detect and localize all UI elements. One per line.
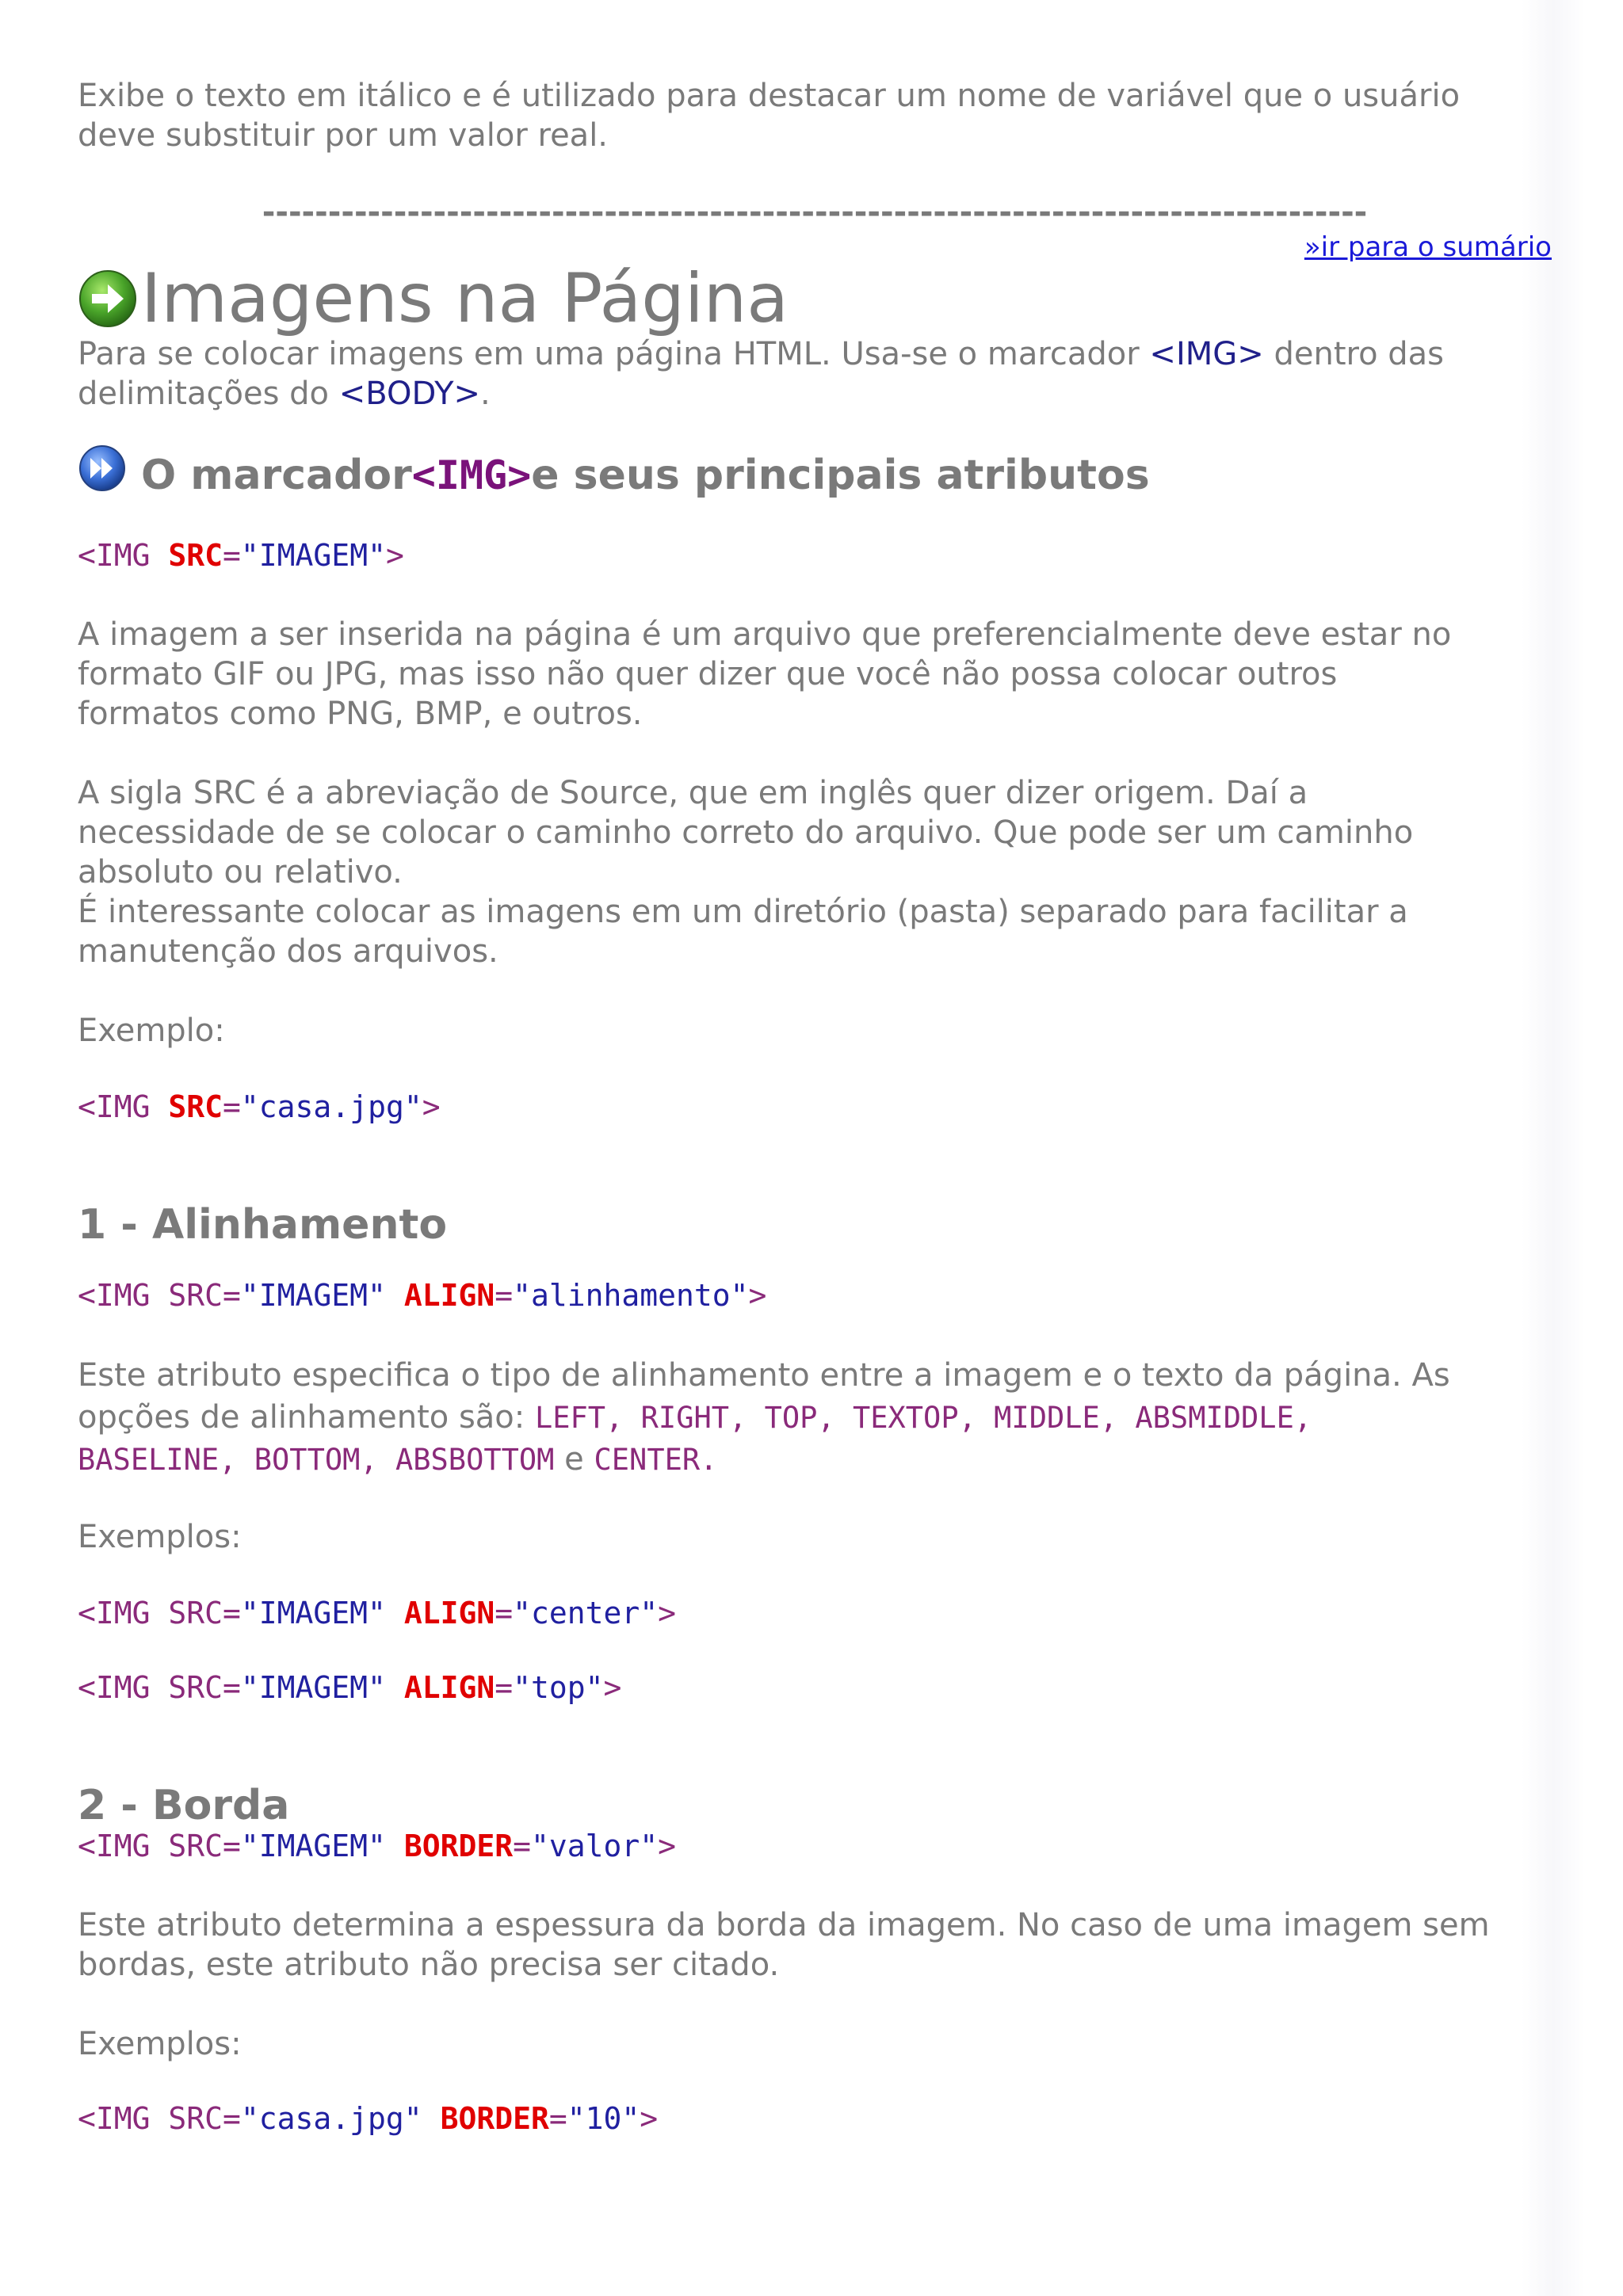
separator: ------------------------------------------------------------------------------------ xyxy=(262,196,1368,228)
code-border xyxy=(78,1826,1552,1866)
align-options-3: CENTER. xyxy=(594,1443,718,1477)
paragraph-line: formato GIF ou JPG, mas isso não quer dizer que você não possa colocar outros xyxy=(78,656,1338,692)
code-tag-open: <IMG SRC= xyxy=(78,1670,241,1705)
code-tag-close: > xyxy=(385,538,404,573)
code-eq: = xyxy=(223,1089,241,1124)
subsection-title-b: e seus principais atributos xyxy=(531,452,1150,499)
subsection-heading xyxy=(78,450,1552,501)
paragraph-line: absoluto ou relativo. xyxy=(78,854,403,891)
section-desc-text-1: Para se colocar imagens em uma página HTML. Usa-se o marcador xyxy=(78,336,1150,372)
code-align xyxy=(78,1276,1552,1315)
border-desc-line-1: Este atributo determina a espessura da borda da imagem. No caso de uma imagem sem xyxy=(78,1907,1490,1943)
fast-forward-circle-icon xyxy=(78,444,127,493)
code-eq: = xyxy=(223,538,241,573)
code-value: "casa.jpg" xyxy=(240,1089,422,1124)
body-tag-mention: <BODY> xyxy=(338,376,481,412)
align-options-and: e xyxy=(554,1441,594,1478)
code-eq: = xyxy=(495,1596,514,1630)
paragraph-src xyxy=(78,773,1552,971)
code-value: "10" xyxy=(567,2101,640,2136)
paragraph-line: A imagem a ser inserida na página é um arquivo que preferencialmente deve estar no xyxy=(78,616,1452,653)
code-attr: BORDER xyxy=(440,2101,549,2136)
code-eq: = xyxy=(495,1670,514,1705)
section-description xyxy=(78,334,1552,414)
align-desc-line-1: Este atributo especifica o tipo de alinhamento entre a imagem e o texto da página. As xyxy=(78,1357,1450,1394)
code-attr: ALIGN xyxy=(403,1278,495,1313)
code-value: "IMAGEM" xyxy=(240,538,386,573)
code-border-example-1 xyxy=(78,2099,1552,2138)
code-eq: = xyxy=(513,1829,531,1863)
example-label: Exemplo: xyxy=(78,1013,225,1049)
code-tag-open: <IMG SRC= xyxy=(78,1596,241,1630)
code-attr: ALIGN xyxy=(403,1670,495,1705)
section-desc-text-3: delimitações do xyxy=(78,376,339,412)
align-options-1: LEFT, RIGHT, TOP, TEXTOP, MIDDLE, ABSMIDDLE, xyxy=(534,1401,1312,1435)
code-basic xyxy=(78,536,1552,575)
summary-link-row xyxy=(78,231,1552,263)
code-tag-open: <IMG xyxy=(78,538,169,573)
subsection-title-a: O marcador xyxy=(141,452,412,499)
code-eq: = xyxy=(495,1278,514,1313)
paragraph-line: necessidade de se colocar o caminho correto do arquivo. Que pode ser um caminho xyxy=(78,814,1414,851)
code-space xyxy=(422,2101,441,2136)
page-title-text: Imagens na Página xyxy=(141,259,789,338)
code-space xyxy=(386,1596,404,1630)
code-value: "center" xyxy=(513,1596,659,1630)
code-tag-close: > xyxy=(603,1670,622,1705)
code-src-value: "casa.jpg" xyxy=(240,2101,422,2136)
paragraph-line: A sigla SRC é a abreviação de Source, que em inglês quer dizer origem. Daí a xyxy=(78,775,1308,811)
code-attr: SRC xyxy=(168,1089,223,1124)
code-eq: = xyxy=(548,2101,567,2136)
code-space xyxy=(386,1670,404,1705)
code-tag-close: > xyxy=(658,1829,677,1863)
code-tag-open: <IMG SRC= xyxy=(78,2101,241,2136)
code-align-example-2 xyxy=(78,1668,1552,1707)
arrow-right-circle-icon xyxy=(78,269,138,329)
code-tag-close: > xyxy=(640,2101,659,2136)
code-space xyxy=(386,1278,404,1313)
code-value: "alinhamento" xyxy=(513,1278,749,1313)
code-tag-close: > xyxy=(422,1089,441,1124)
code-tag-open: <IMG xyxy=(78,1089,169,1124)
code-src-value: "IMAGEM" xyxy=(240,1278,386,1313)
align-desc-prefix: opções de alinhamento são: xyxy=(78,1399,535,1436)
code-tag-open: <IMG SRC= xyxy=(78,1829,241,1863)
intro-line-2: deve substituir por um valor real. xyxy=(78,117,609,154)
content xyxy=(78,76,1552,2138)
code-attr: ALIGN xyxy=(403,1596,495,1630)
code-attr: BORDER xyxy=(403,1829,514,1863)
summary-link[interactable]: »ir para o sumário xyxy=(1304,231,1552,263)
code-src-value: "IMAGEM" xyxy=(240,1670,386,1705)
align-examples-label: Exemplos: xyxy=(78,1519,242,1555)
code-tag-open: <IMG SRC= xyxy=(78,1278,241,1313)
img-tag-mention: <IMG> xyxy=(1149,336,1264,372)
code-tag-close: > xyxy=(748,1278,767,1313)
align-heading: 1 - Alinhamento xyxy=(78,1201,448,1249)
section-desc-text-2: dentro das xyxy=(1263,336,1445,372)
intro-paragraph xyxy=(78,76,1552,155)
code-src-value: "IMAGEM" xyxy=(240,1596,386,1630)
paragraph-line: formatos como PNG, BMP, e outros. xyxy=(78,696,643,732)
code-value: "top" xyxy=(513,1670,604,1705)
paragraph-line: manutenção dos arquivos. xyxy=(78,933,498,970)
page-title xyxy=(78,259,1552,338)
border-desc-line-2: bordas, este atributo não precisa ser citado. xyxy=(78,1947,780,1983)
align-options-2: BASELINE, BOTTOM, ABSBOTTOM xyxy=(78,1443,555,1477)
code-align-example-1 xyxy=(78,1593,1552,1633)
border-heading: 2 - Borda xyxy=(78,1782,290,1829)
align-description xyxy=(78,1355,1552,1481)
subsection-title-tag: <IMG> xyxy=(411,452,532,498)
code-space xyxy=(386,1829,404,1863)
code-tag-close: > xyxy=(658,1596,677,1630)
paragraph-format xyxy=(78,615,1552,734)
code-value: "valor" xyxy=(531,1829,659,1863)
section-desc-text-4: . xyxy=(480,376,491,412)
paragraph-line: É interessante colocar as imagens em um diretório (pasta) separado para facilitar a xyxy=(78,894,1408,930)
code-example xyxy=(78,1087,1552,1127)
border-examples-label: Exemplos: xyxy=(78,2026,242,2062)
intro-line-1: Exibe o texto em itálico e é utilizado para destacar um nome de variável que o usuário xyxy=(78,78,1461,114)
code-attr: SRC xyxy=(168,538,223,573)
code-src-value: "IMAGEM" xyxy=(240,1829,386,1863)
border-description xyxy=(78,1905,1552,1985)
